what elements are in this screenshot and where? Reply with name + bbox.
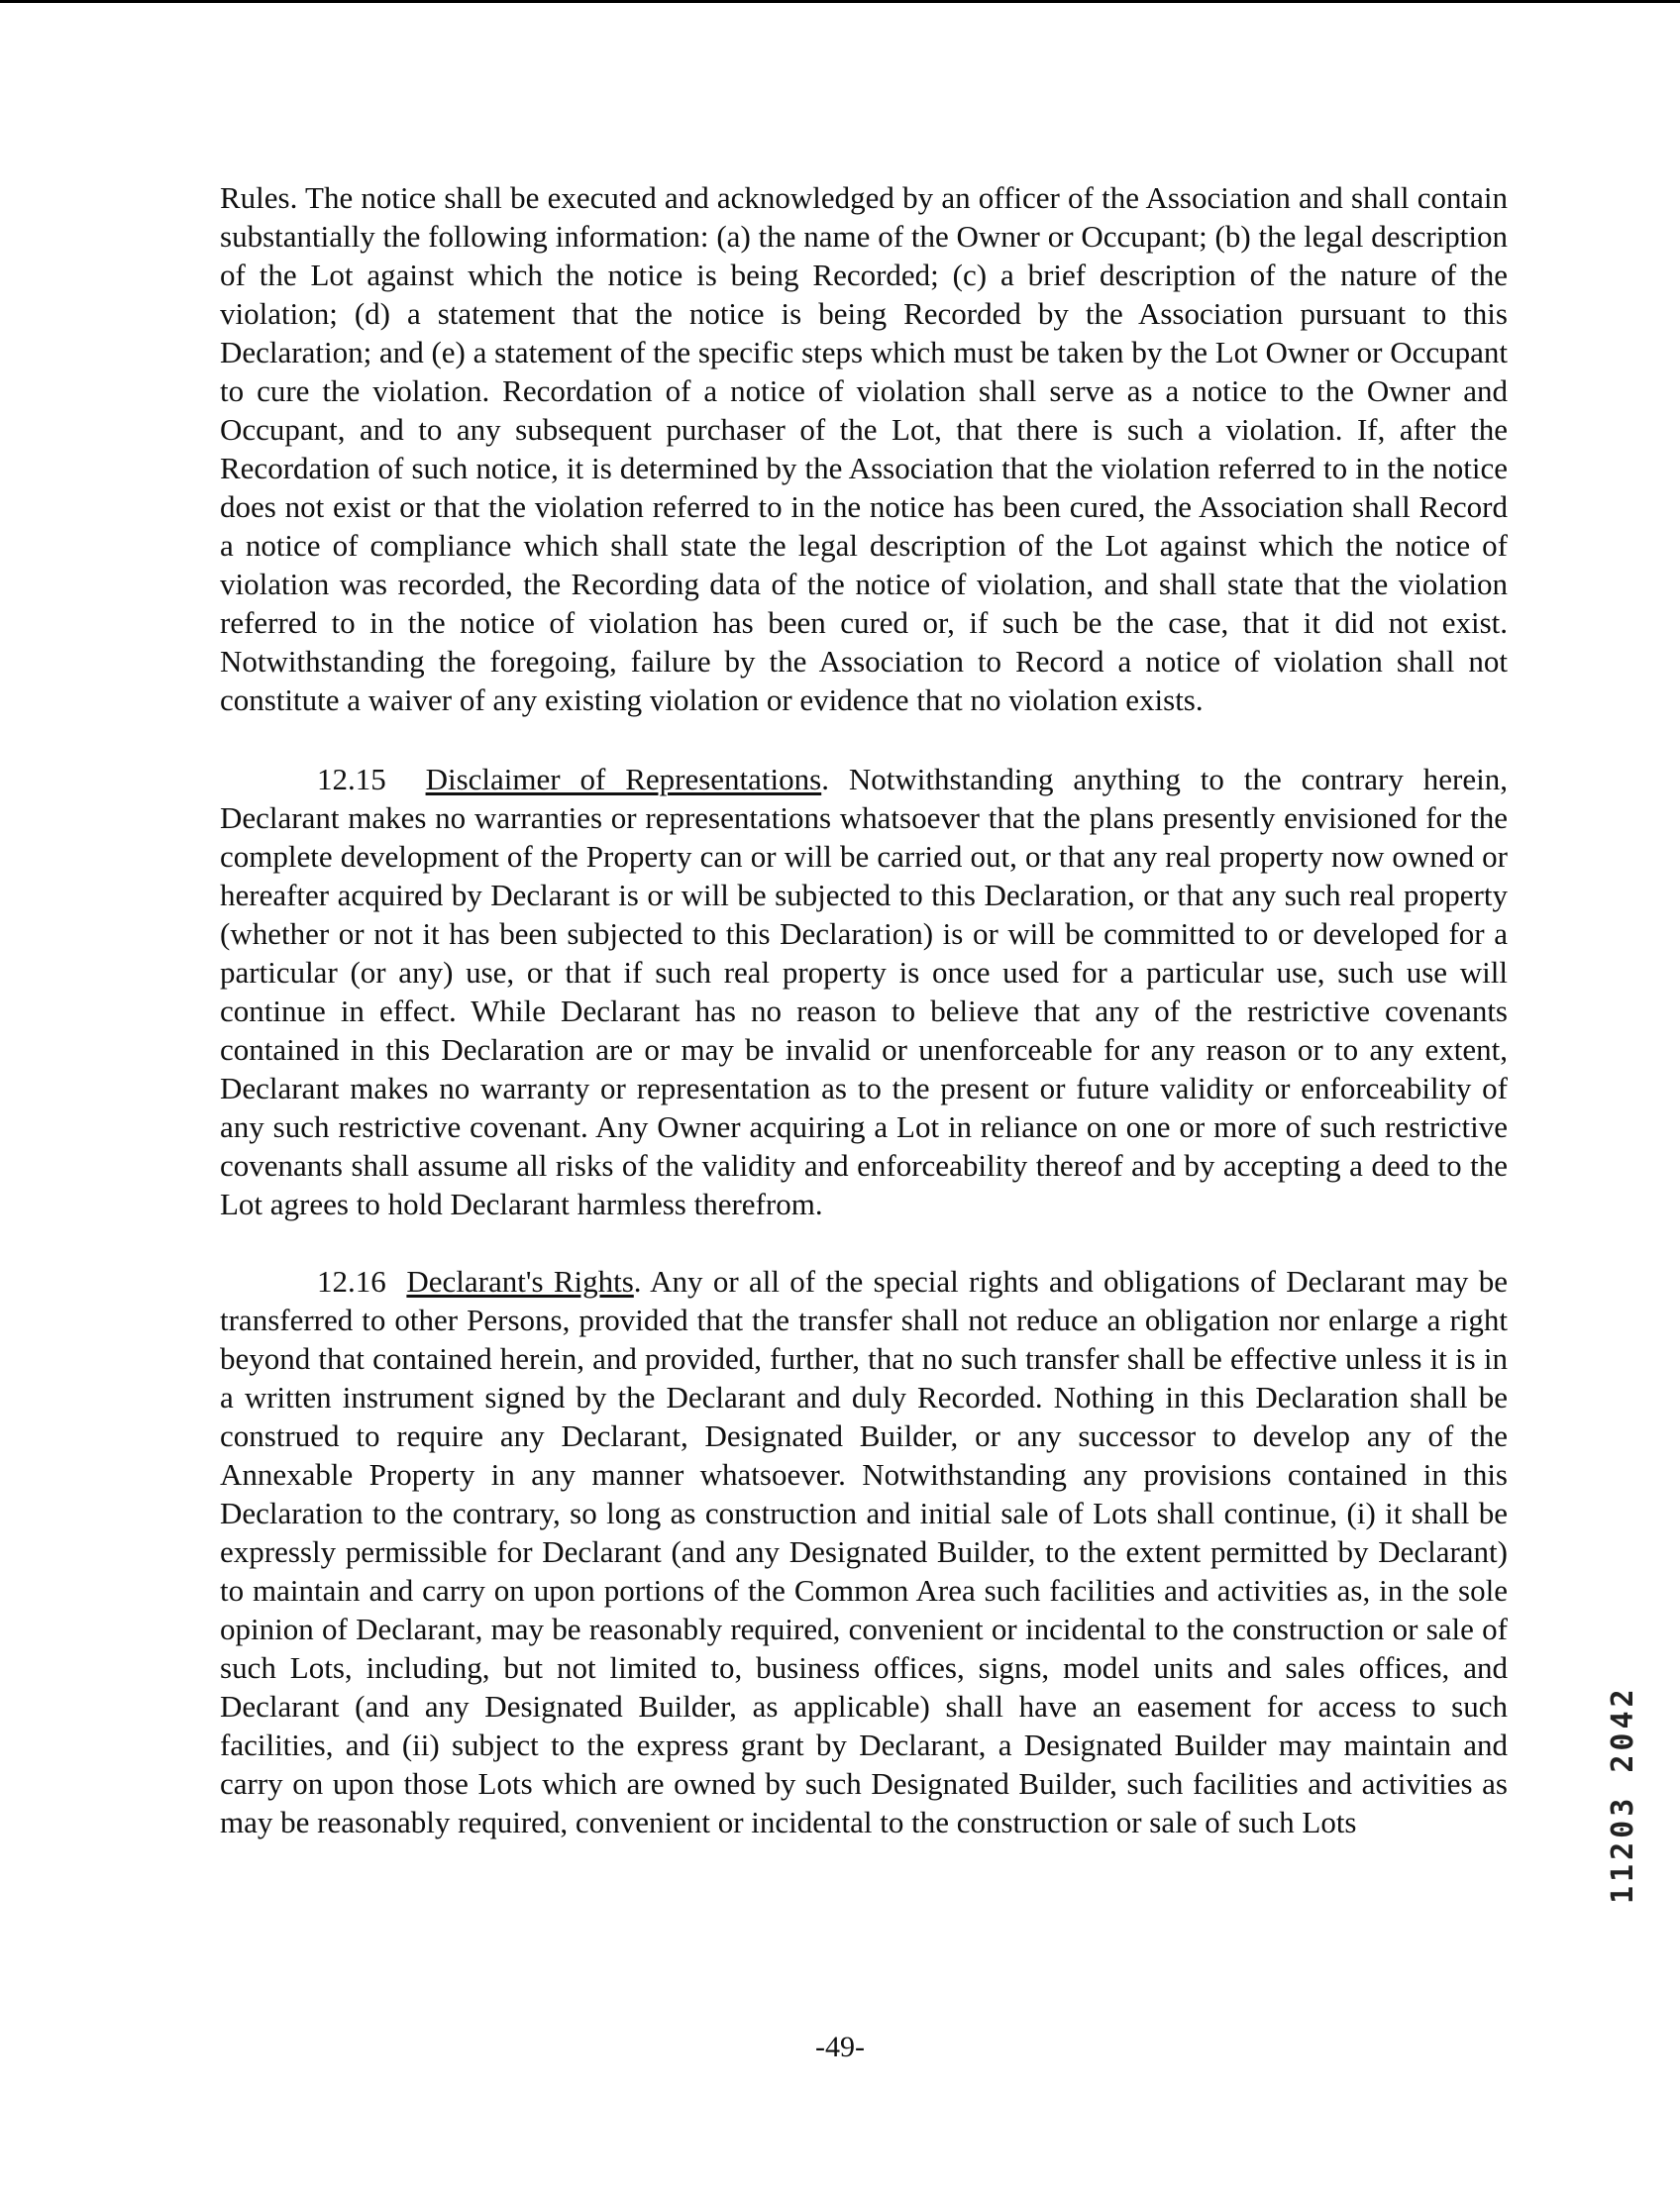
paragraph-notice-of-violation bbox=[220, 178, 1508, 719]
paragraph-text: Rules. The notice shall be executed and acknowledged by an officer of the Association and shall contain substantially the following information: (a) the name of the Owner or Occupant; (b) the legal description of the Lot against which the notice is being Recorded; (c) a brief description of the nature of the violation; (d) a statement that the notice is being Recorded by the Association pursuant to this Declaration; and (e) a statement of the specific steps which must be taken by the Lot Owner or Occupant to cure the violation. Recordation of a notice of violation shall serve as a notice to the Owner and Occupant, and to any subsequent purchaser of the Lot, that there is such a violation. If, after the Recordation of such notice, it is determined by the Association that the violation referred to in the notice does not exist or that the violation referred to in the notice has been cured, the Association shall Record a notice of compliance which shall state the legal description of the Lot against which the notice of violation was recorded, the Recording data of the notice of violation, and shall state that the violation referred to in the notice of violation has been cured or, if such be the case, that it did not exist. Notwithstanding the foregoing, failure by the Association to Record a notice of violation shall not constitute a waiver of any existing violation or evidence that no violation exists. bbox=[220, 180, 1508, 717]
section-text: . Notwithstanding anything to the contrary herein, Declarant makes no warranties or representations whatsoever that the plans presently envisioned for the complete development of the Property can or will be carried out, or that any real property now owned or hereafter acquired by Declarant is or will be subjected to this Declaration, or that any such real property (whether or not it has been subjected to this Declaration) is or will be committed to or developed for a particular (or any) use, or that if such real property is once used for a particular use, such use will continue in effect. While Declarant has no reason to believe that any of the restrictive covenants contained in this Declaration are or may be invalid or unenforceable for any reason or to any extent, Declarant makes no warranty or representation as to the present or future validity or enforceability of any such restrictive covenant. Any Owner acquiring a Lot in reliance on one or more of such restrictive covenants shall assume all risks of the validity and enforceability thereof and by accepting a deed to the Lot agrees to hold Declarant harmless therefrom. bbox=[220, 762, 1508, 1221]
recording-stamp-text: 11203 2042 bbox=[1606, 1685, 1640, 1904]
document-page bbox=[220, 178, 1508, 1880]
section-text: . Any or all of the special rights and obligations of Declarant may be transferred to other Persons, provided that the transfer shall not reduce an obligation nor enlarge a right beyond that contained herein, and provided, further, that no such transfer shall be effective unless it is in a written instrument signed by the Declarant and duly Recorded. Nothing in this Declaration shall be construed to require any Declarant, Designated Builder, or any successor to develop any of the Annexable Property in any manner whatsoever. Notwithstanding any provisions contained in this Declaration to the contrary, so long as construction and initial sale of Lots shall continue, (i) it shall be expressly permissible for Declarant (and any Designated Builder, to the extent permitted by Declarant) to maintain and carry on upon portions of the Common Area such facilities and activities as, in the sole opinion of Declarant, may be reasonably required, convenient or incidental to the construction or sale of such Lots, including, but not limited to, business offices, signs, model units and sales offices, and Declarant (and any Designated Builder, as applicable) shall have an easement for access to such facilities, and (ii) subject to the express grant by Declarant, a Designated Builder may maintain and carry on upon those Lots which are owned by such Designated Builder, such facilities and activities as may be reasonably required, convenient or incidental to the construction or sale of such Lots bbox=[220, 1264, 1508, 1839]
recording-stamp bbox=[1605, 1567, 1644, 1904]
section-heading: Disclaimer of Representations bbox=[425, 762, 822, 796]
top-border-rule bbox=[0, 0, 1680, 3]
section-12-15 bbox=[220, 760, 1508, 1223]
section-12-16 bbox=[220, 1262, 1508, 1841]
page-number: -49- bbox=[815, 2031, 865, 2063]
section-heading: Declarant's Rights bbox=[406, 1264, 634, 1299]
section-number: 12.15 bbox=[317, 762, 386, 796]
section-number: 12.16 bbox=[317, 1264, 386, 1299]
